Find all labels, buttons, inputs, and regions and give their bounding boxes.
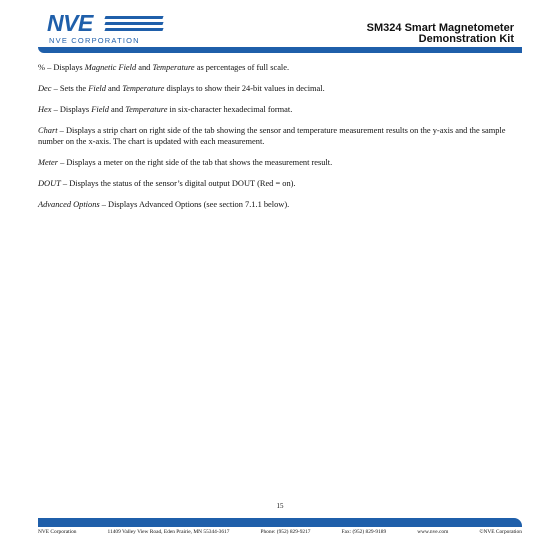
emphasized-term: Magnetic Field [84, 63, 137, 72]
footer-address: 11409 Valley View Road, Eden Prairie, MN 55344-3617 [107, 529, 230, 535]
option-description: Chart – Displays a strip chart on right side of the tab showing the sensor and temperature measurement results on the y-axis and the sample number on the x-axis. The chart is updated with each measurement. [38, 126, 506, 146]
header-divider [38, 47, 522, 53]
option-description: Meter – Displays a meter on the right side of the tab that shows the measurement result. [38, 158, 333, 167]
option-term: Advanced Options [38, 200, 100, 209]
footer-phone: Phone: (952) 829-9217 [260, 529, 311, 535]
body-content [38, 62, 522, 220]
document-title [367, 23, 514, 45]
emphasized-term: Field [91, 105, 109, 114]
page-number: 15 [276, 502, 284, 510]
emphasized-term: Temperature [125, 105, 168, 114]
footer-copyright: ©NVE Corporation [479, 529, 522, 535]
option-description: Hex – Displays Field and Temperature in six-character hexadecimal format. [38, 105, 293, 114]
emphasized-term: Temperature [152, 63, 195, 72]
option-description: Advanced Options – Displays Advanced Options (see section 7.1.1 below). [38, 200, 290, 209]
logo-corporation-text: NVE CORPORATION [49, 36, 140, 45]
option-term: Meter [38, 158, 58, 167]
option-description: Dec – Sets the Field and Temperature displays to show their 24-bit values in decimal. [38, 84, 325, 93]
option-term: Chart [38, 126, 58, 135]
logo-stripes-icon [105, 16, 163, 34]
option-description: DOUT – Displays the status of the sensor’s digital output DOUT (Red = on). [38, 179, 296, 188]
page-header [0, 0, 560, 54]
option-term: Hex [38, 105, 52, 114]
document-title-line2: Demonstration Kit [418, 33, 514, 45]
logo-wordmark: NVE [47, 10, 93, 36]
option-term: % [38, 63, 45, 72]
document-title-line1: SM324 Smart Magnetometer [366, 22, 514, 34]
footer-fax: Fax: (952) 829-9189 [341, 529, 387, 535]
footer-company: NVE Corporation [38, 529, 77, 535]
footer-website: www.nve.com [417, 529, 449, 535]
option-term: Dec [38, 84, 52, 93]
footer-divider [38, 518, 522, 527]
option-term: DOUT [38, 179, 61, 188]
option-description: % – Displays Magnetic Field and Temperature as percentages of full scale. [38, 63, 290, 72]
footer-info [38, 529, 522, 535]
emphasized-term: Field [88, 84, 106, 93]
emphasized-term: Temperature [122, 84, 165, 93]
nve-logo [47, 12, 167, 46]
